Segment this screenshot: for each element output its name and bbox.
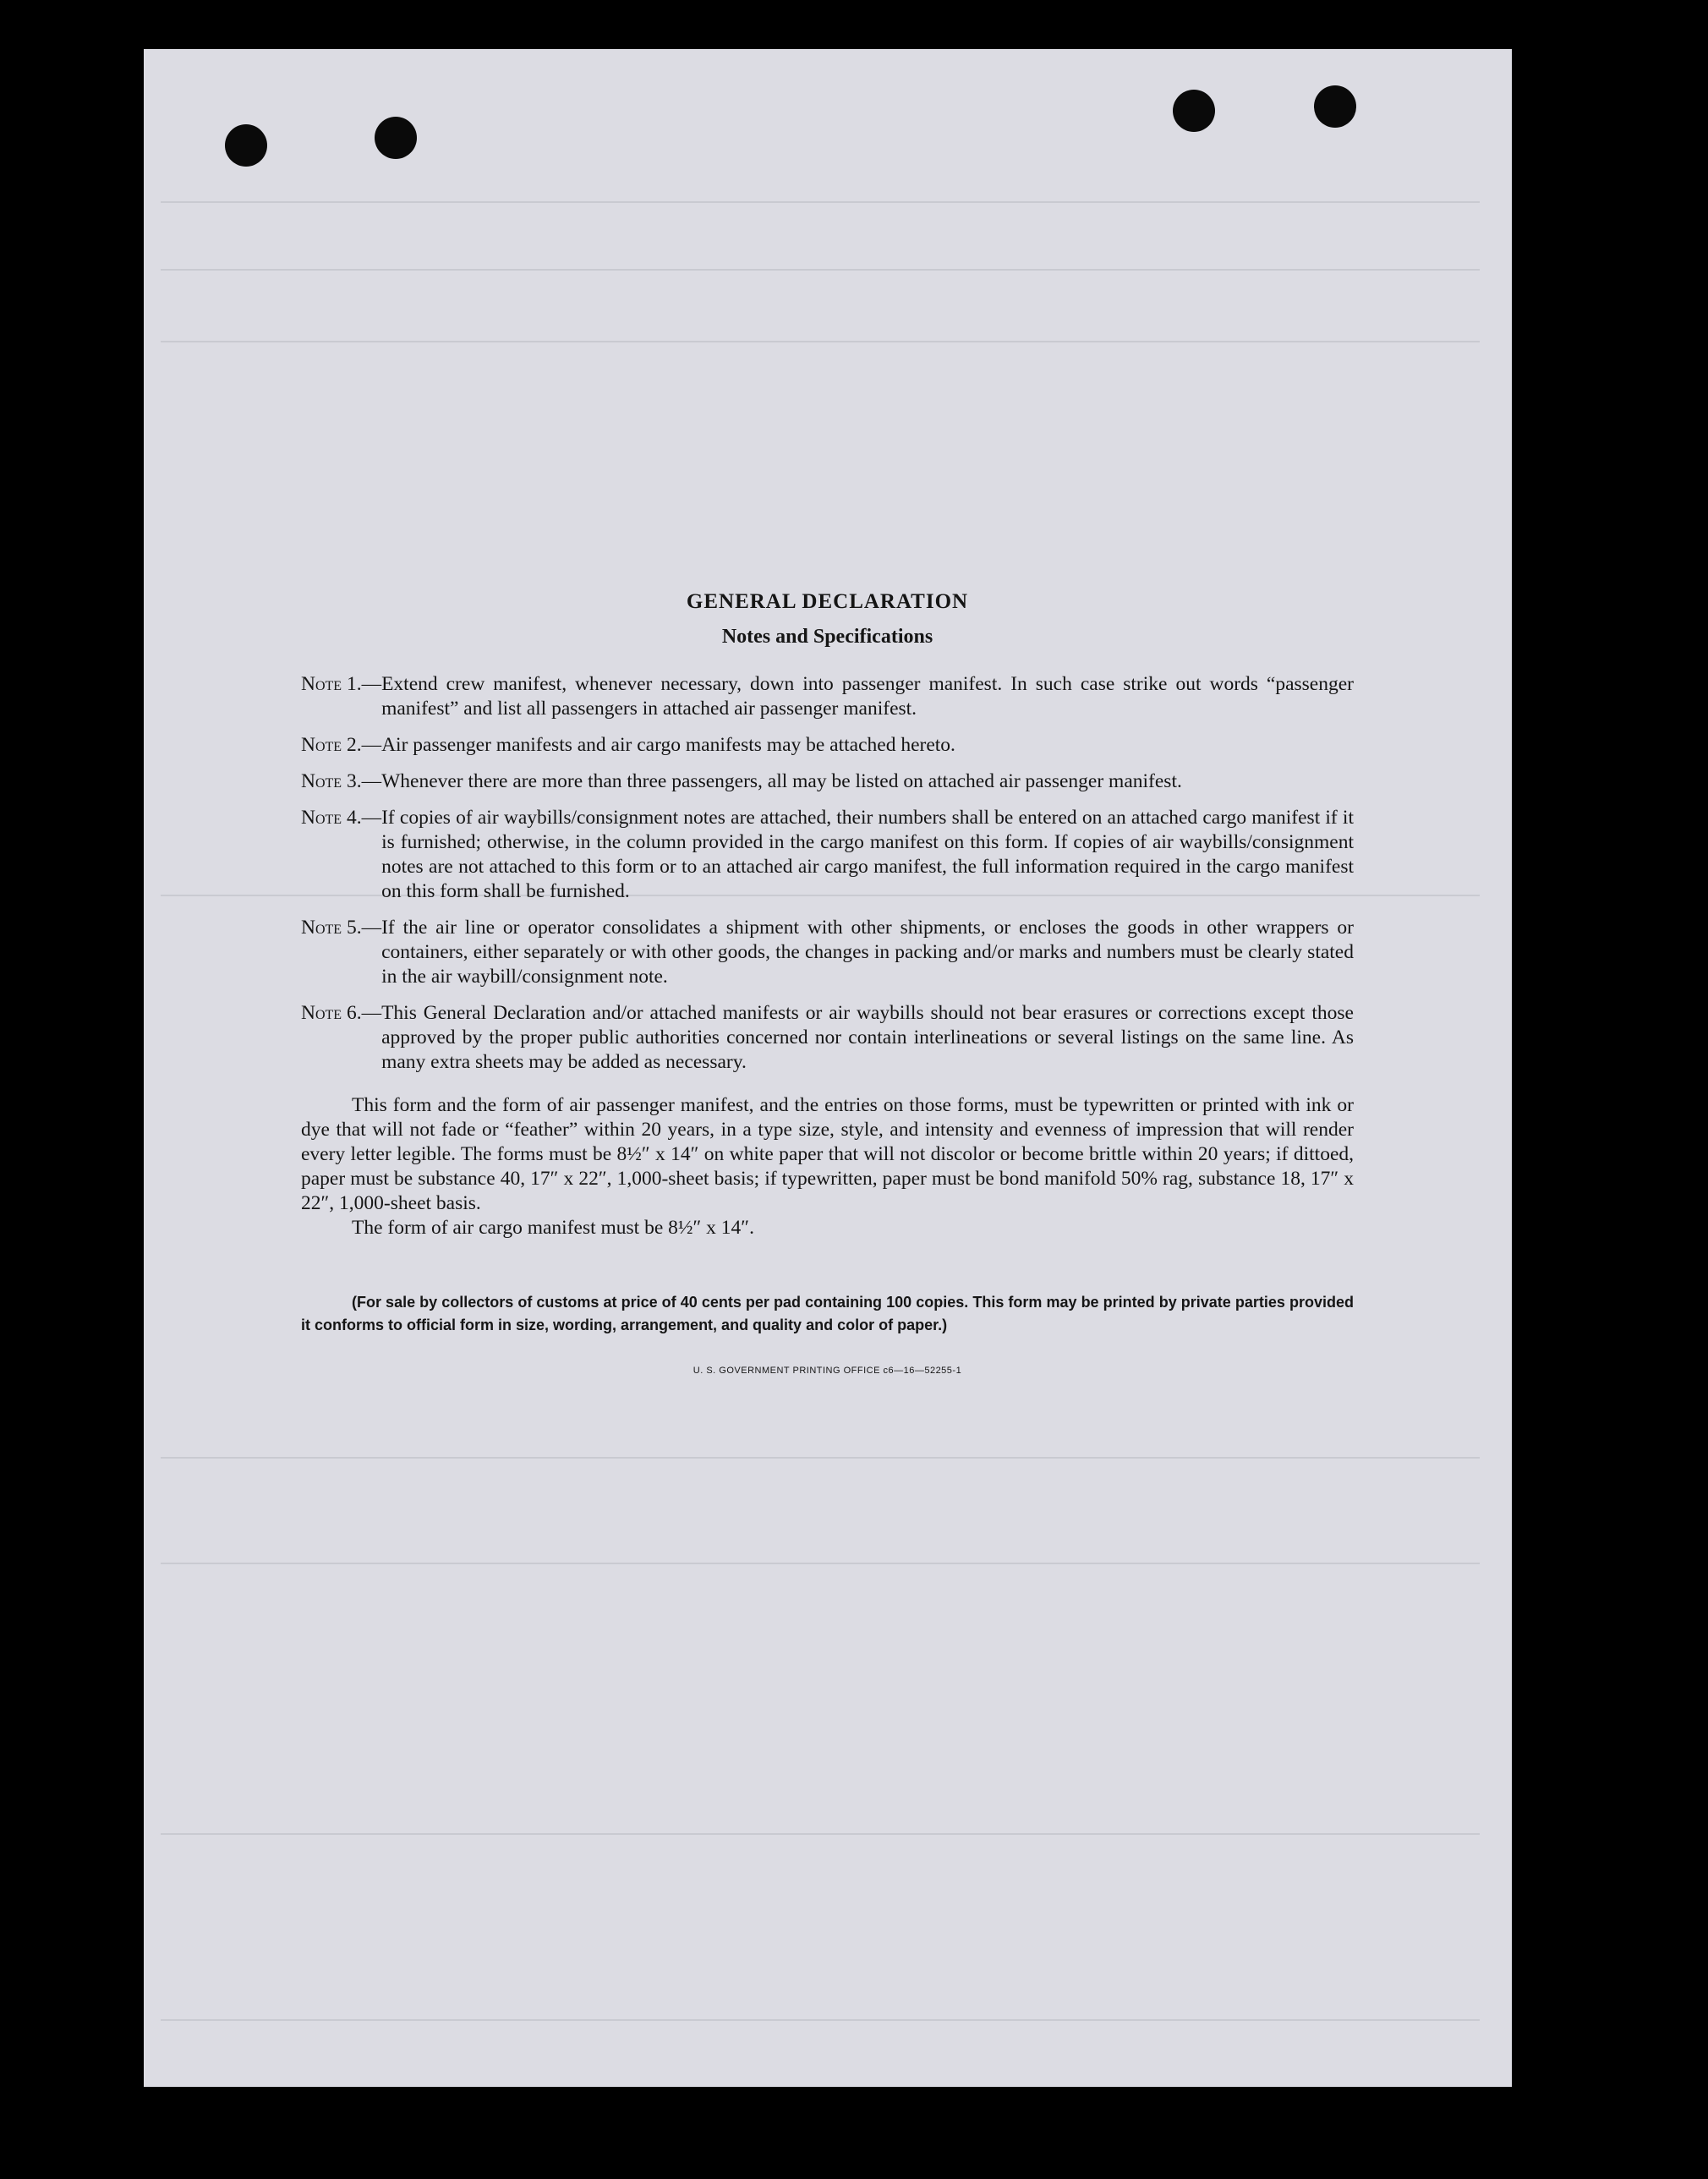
note-text: If the air line or operator consolidates a shipment with other shipments, or encloses the goods in other wrappers or containers, either separately or with other goods, the changes in packing and/or marks and numbers must be clearly stated in the air waybill/consignment note. bbox=[381, 917, 1354, 988]
bleed-through-line bbox=[161, 2019, 1480, 2021]
document-sheet bbox=[144, 49, 1512, 2087]
bleed-through-line bbox=[161, 201, 1480, 203]
note-text: Whenever there are more than three passengers, all may be listed on attached air passenger manifest. bbox=[381, 770, 1182, 792]
punch-hole bbox=[1173, 90, 1215, 132]
bleed-through-line bbox=[161, 1563, 1480, 1564]
note-label: Note 4.— bbox=[301, 807, 382, 829]
note-text: Extend crew manifest, whenever necessary, down into passenger manifest. In such case strike out words “passenger manifest” and list all passengers in attached air passenger manifest. bbox=[381, 673, 1354, 720]
note-3 bbox=[301, 769, 1354, 794]
note-2 bbox=[301, 733, 1354, 758]
note-text: Air passenger manifests and air cargo manifests may be attached hereto. bbox=[381, 734, 955, 756]
bleed-through-line bbox=[161, 341, 1480, 342]
note-4 bbox=[301, 806, 1354, 904]
bleed-through-line bbox=[161, 1457, 1480, 1459]
page-subtitle: Notes and Specifications bbox=[721, 626, 933, 648]
cargo-form-line: The form of air cargo manifest must be 8½″ x 14″. bbox=[352, 1217, 754, 1239]
notes-section bbox=[301, 590, 1354, 1376]
note-label: Note 2.— bbox=[301, 734, 382, 756]
note-6 bbox=[301, 1001, 1354, 1075]
punch-hole bbox=[1314, 85, 1356, 128]
note-5 bbox=[301, 916, 1354, 989]
note-text: If copies of air waybills/consignment notes are attached, their numbers shall be entered on an attached cargo manifest if it is furnished; otherwise, in the column provided in the cargo manifest on this form. If copies of air waybills/consignment notes are not attached to this form or to an attached air cargo manifest, the full information required in the cargo manifest on this form shall be furnished. bbox=[381, 807, 1354, 902]
punch-hole bbox=[375, 117, 417, 159]
note-label: Note 5.— bbox=[301, 917, 382, 939]
printer-imprint: U. S. GOVERNMENT PRINTING OFFICE c6—16—52255-1 bbox=[693, 1366, 962, 1376]
note-text: This General Declaration and/or attached manifests or air waybills should not bear erasures or corrections except those approved by the proper public authorities concerned nor contain interlineations or several listings on the same line. As many extra sheets may be added as necessary. bbox=[381, 1002, 1354, 1073]
note-label: Note 3.— bbox=[301, 770, 382, 792]
form-specification-paragraph: This form and the form of air passenger manifest, and the entries on those forms, must be typewritten or printed with ink or dye that will not fade or “feather” within 20 years, in a type size, style, and intensity and evenness of impression that will render every letter legible. The forms must be 8½″ x 14″ on white paper that will not discolor or become brittle within 20 years; if dittoed, paper must be substance 40, 17″ x 22″, 1,000-sheet basis; if typewritten, paper must be bond manifold 50% rag, substance 18, 17″ x 22″, 1,000-sheet basis. bbox=[301, 1094, 1354, 1214]
page-title: GENERAL DECLARATION bbox=[686, 590, 969, 613]
sale-notice: (For sale by collectors of customs at price of 40 cents per pad containing 100 copies. This form may be printed by private parties provided it conforms to official form in size, wording, arrangement, and quality and color of paper.) bbox=[301, 1294, 1354, 1333]
bleed-through-line bbox=[161, 269, 1480, 271]
bleed-through-line bbox=[161, 1833, 1480, 1835]
punch-hole bbox=[225, 124, 267, 167]
note-1 bbox=[301, 672, 1354, 721]
note-label: Note 6.— bbox=[301, 1002, 382, 1024]
note-label: Note 1.— bbox=[301, 673, 382, 695]
